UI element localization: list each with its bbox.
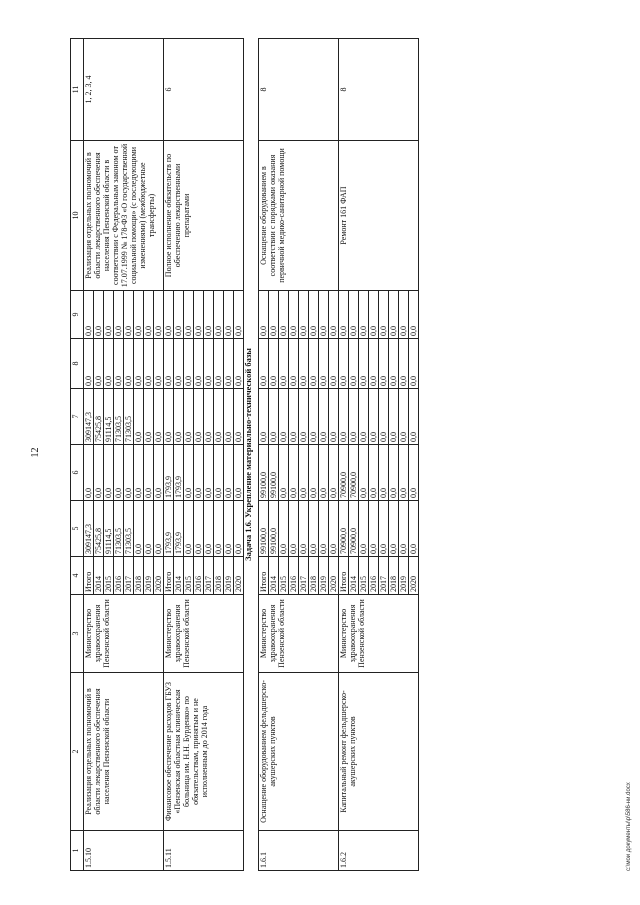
year-cell: 2018 — [214, 557, 224, 595]
goal-link: 8 — [259, 39, 339, 141]
amount-local: 0,0 — [289, 339, 299, 389]
year-cell: 2016 — [194, 557, 204, 595]
goal-link: 1, 2, 3, 4 — [84, 39, 164, 141]
amount-local: 0,0 — [359, 339, 369, 389]
amount-total: 0,0 — [194, 501, 204, 557]
measure-name: Оснащение оборудованием фельдшерско-акушерских пунктов — [259, 673, 339, 831]
amount-extra: 0,0 — [369, 291, 379, 339]
amount-federal: 0,0 — [309, 445, 319, 501]
amount-local: 0,0 — [214, 339, 224, 389]
year-cell: 2015 — [104, 557, 114, 595]
header-cell: 3 — [71, 595, 84, 673]
amount-local: 0,0 — [309, 339, 319, 389]
year-cell: Итого — [164, 557, 174, 595]
amount-local: 0,0 — [184, 339, 194, 389]
amount-regional: 0,0 — [289, 389, 299, 445]
amount-total: 0,0 — [214, 501, 224, 557]
amount-local: 0,0 — [279, 339, 289, 389]
amount-federal: 0,0 — [379, 445, 389, 501]
amount-local: 0,0 — [369, 339, 379, 389]
amount-total: 0,0 — [134, 501, 144, 557]
header-cell: 6 — [71, 445, 84, 501]
amount-extra: 0,0 — [124, 291, 134, 339]
amount-regional: 0,0 — [399, 389, 409, 445]
table-row — [339, 39, 349, 871]
table-row — [164, 39, 174, 871]
amount-total: 70900,0 — [339, 501, 349, 557]
goal-link: 6 — [164, 39, 244, 141]
year-cell: 2019 — [144, 557, 154, 595]
amount-extra: 0,0 — [399, 291, 409, 339]
amount-extra: 0,0 — [329, 291, 339, 339]
amount-extra: 0,0 — [204, 291, 214, 339]
amount-extra: 0,0 — [409, 291, 419, 339]
amount-total: 0,0 — [204, 501, 214, 557]
amount-extra: 0,0 — [234, 291, 244, 339]
amount-federal: 70900,0 — [349, 445, 359, 501]
amount-regional: 0,0 — [309, 389, 319, 445]
amount-federal: 0,0 — [154, 445, 164, 501]
amount-extra: 0,0 — [349, 291, 359, 339]
amount-federal: 0,0 — [389, 445, 399, 501]
amount-local: 0,0 — [299, 339, 309, 389]
amount-extra: 0,0 — [194, 291, 204, 339]
amount-federal: 70900,0 — [339, 445, 349, 501]
amount-total: 0,0 — [234, 501, 244, 557]
header-cell: 2 — [71, 673, 84, 831]
executor: Министерство здравоохранения Пензенской области — [84, 595, 164, 673]
amount-extra: 0,0 — [389, 291, 399, 339]
header-cell: 7 — [71, 389, 84, 445]
amount-extra: 0,0 — [134, 291, 144, 339]
amount-federal: 0,0 — [114, 445, 124, 501]
amount-total: 0,0 — [309, 501, 319, 557]
measure-number: 1.5.10 — [84, 831, 164, 871]
amount-local: 0,0 — [234, 339, 244, 389]
goal-link: 8 — [339, 39, 419, 141]
year-cell: Итого — [339, 557, 349, 595]
year-cell: 2017 — [124, 557, 134, 595]
amount-local: 0,0 — [204, 339, 214, 389]
amount-extra: 0,0 — [224, 291, 234, 339]
program-table — [70, 38, 419, 871]
year-cell: 2014 — [269, 557, 279, 595]
table-row — [259, 39, 269, 871]
year-cell: 2019 — [224, 557, 234, 595]
amount-federal: 0,0 — [134, 445, 144, 501]
amount-total: 91114,5 — [104, 501, 114, 557]
amount-federal: 0,0 — [184, 445, 194, 501]
year-cell: 2017 — [299, 557, 309, 595]
header-cell: 5 — [71, 501, 84, 557]
header-cell: 10 — [71, 141, 84, 291]
year-cell: 2020 — [409, 557, 419, 595]
amount-extra: 0,0 — [379, 291, 389, 339]
year-cell: 2016 — [114, 557, 124, 595]
amount-regional: 0,0 — [184, 389, 194, 445]
year-cell: 2015 — [184, 557, 194, 595]
amount-extra: 0,0 — [164, 291, 174, 339]
year-cell: 2019 — [319, 557, 329, 595]
measure-number: 1.6.2 — [339, 831, 419, 871]
amount-regional: 0,0 — [134, 389, 144, 445]
year-cell: 2019 — [399, 557, 409, 595]
amount-regional: 71303,5 — [114, 389, 124, 445]
amount-total: 0,0 — [319, 501, 329, 557]
amount-regional: 0,0 — [359, 389, 369, 445]
amount-total: 71303,5 — [124, 501, 134, 557]
amount-local: 0,0 — [349, 339, 359, 389]
amount-regional: 0,0 — [154, 389, 164, 445]
amount-regional: 0,0 — [389, 389, 399, 445]
amount-regional: 0,0 — [214, 389, 224, 445]
amount-regional: 71303,5 — [124, 389, 134, 445]
year-cell: 2020 — [154, 557, 164, 595]
amount-extra: 0,0 — [84, 291, 94, 339]
page-number: 12 — [30, 447, 41, 458]
amount-regional: 0,0 — [279, 389, 289, 445]
amount-extra: 0,0 — [114, 291, 124, 339]
year-cell: Итого — [259, 557, 269, 595]
amount-total: 0,0 — [279, 501, 289, 557]
amount-local: 0,0 — [379, 339, 389, 389]
amount-local: 0,0 — [104, 339, 114, 389]
amount-federal: 0,0 — [359, 445, 369, 501]
measure-number: 1.5.11 — [164, 831, 244, 871]
year-cell: 2015 — [279, 557, 289, 595]
amount-regional: 0,0 — [204, 389, 214, 445]
header-cell: 8 — [71, 339, 84, 389]
year-cell: 2016 — [369, 557, 379, 595]
amount-federal: 0,0 — [84, 445, 94, 501]
measure-number: 1.6.1 — [259, 831, 339, 871]
file-path-footer: c:\мои документы\p\586-ни.docx — [626, 782, 632, 871]
amount-total: 309147,3 — [84, 501, 94, 557]
amount-local: 0,0 — [329, 339, 339, 389]
amount-local: 0,0 — [94, 339, 104, 389]
amount-extra: 0,0 — [359, 291, 369, 339]
year-cell: 2014 — [174, 557, 184, 595]
task-heading-row — [244, 39, 259, 871]
amount-extra: 0,0 — [269, 291, 279, 339]
amount-regional: 0,0 — [409, 389, 419, 445]
amount-federal: 99100,0 — [269, 445, 279, 501]
header-cell: 11 — [71, 39, 84, 141]
amount-local: 0,0 — [124, 339, 134, 389]
amount-federal: 0,0 — [144, 445, 154, 501]
executor: Министерство здравоохранения Пензенской области — [164, 595, 244, 673]
amount-federal: 0,0 — [289, 445, 299, 501]
amount-regional: 0,0 — [319, 389, 329, 445]
amount-federal: 0,0 — [399, 445, 409, 501]
amount-total: 1793,9 — [164, 501, 174, 557]
amount-local: 0,0 — [164, 339, 174, 389]
amount-regional: 309147,3 — [84, 389, 94, 445]
amount-extra: 0,0 — [174, 291, 184, 339]
amount-regional: 0,0 — [164, 389, 174, 445]
amount-local: 0,0 — [319, 339, 329, 389]
amount-regional: 75425,8 — [94, 389, 104, 445]
amount-federal: 0,0 — [204, 445, 214, 501]
amount-regional: 0,0 — [349, 389, 359, 445]
header-cell: 1 — [71, 831, 84, 871]
year-cell: Итого — [84, 557, 94, 595]
amount-federal: 0,0 — [124, 445, 134, 501]
amount-regional: 0,0 — [379, 389, 389, 445]
amount-extra: 0,0 — [339, 291, 349, 339]
expected-result: Оснащение оборудованием в соответствии с порядками оказания первичной медико-санитарной помощи — [259, 141, 339, 291]
amount-local: 0,0 — [114, 339, 124, 389]
amount-extra: 0,0 — [104, 291, 114, 339]
header-cell: 4 — [71, 557, 84, 595]
year-cell: 2020 — [329, 557, 339, 595]
amount-local: 0,0 — [174, 339, 184, 389]
amount-local: 0,0 — [259, 339, 269, 389]
amount-regional: 91114,5 — [104, 389, 114, 445]
measure-name: Капитальный ремонт фельдшерско-акушерских пунктов — [339, 673, 419, 831]
amount-federal: 1793,9 — [174, 445, 184, 501]
amount-federal: 0,0 — [329, 445, 339, 501]
amount-local: 0,0 — [339, 339, 349, 389]
amount-regional: 0,0 — [144, 389, 154, 445]
amount-local: 0,0 — [194, 339, 204, 389]
amount-extra: 0,0 — [144, 291, 154, 339]
header-row — [71, 39, 84, 871]
amount-total: 0,0 — [409, 501, 419, 557]
amount-federal: 0,0 — [234, 445, 244, 501]
amount-regional: 0,0 — [269, 389, 279, 445]
amount-federal: 0,0 — [369, 445, 379, 501]
table-body — [84, 39, 419, 871]
amount-total: 75425,8 — [94, 501, 104, 557]
amount-federal: 0,0 — [194, 445, 204, 501]
amount-extra: 0,0 — [299, 291, 309, 339]
expected-result: Полное исполнение обязательств по обеспечению лекарственными препаратами — [164, 141, 244, 291]
amount-federal: 0,0 — [224, 445, 234, 501]
amount-total: 0,0 — [144, 501, 154, 557]
year-cell: 2016 — [289, 557, 299, 595]
year-cell: 2015 — [359, 557, 369, 595]
amount-extra: 0,0 — [279, 291, 289, 339]
amount-total: 0,0 — [379, 501, 389, 557]
executor: Министерство здравоохранения Пензенской области — [259, 595, 339, 673]
amount-federal: 0,0 — [279, 445, 289, 501]
amount-regional: 0,0 — [194, 389, 204, 445]
amount-total: 0,0 — [184, 501, 194, 557]
year-cell: 2017 — [379, 557, 389, 595]
amount-regional: 0,0 — [234, 389, 244, 445]
amount-regional: 0,0 — [329, 389, 339, 445]
amount-federal: 0,0 — [409, 445, 419, 501]
amount-federal: 0,0 — [319, 445, 329, 501]
amount-local: 0,0 — [409, 339, 419, 389]
year-cell: 2018 — [134, 557, 144, 595]
amount-regional: 0,0 — [339, 389, 349, 445]
executor: Министерство здравоохранения Пензенской области — [339, 595, 419, 673]
amount-extra: 0,0 — [214, 291, 224, 339]
amount-federal: 99100,0 — [259, 445, 269, 501]
amount-local: 0,0 — [399, 339, 409, 389]
measure-name: Финансовое обеспечение расходов ГБУЗ «Пензенская областная клиническая больница им. Н.Н. Бурденко» по обязательствам, принятым и не исполненным до 2014 года — [164, 673, 244, 831]
amount-local: 0,0 — [134, 339, 144, 389]
amount-federal: 0,0 — [104, 445, 114, 501]
amount-local: 0,0 — [224, 339, 234, 389]
amount-total: 71303,5 — [114, 501, 124, 557]
amount-total: 0,0 — [329, 501, 339, 557]
year-cell: 2018 — [389, 557, 399, 595]
amount-regional: 0,0 — [299, 389, 309, 445]
amount-federal: 1793,9 — [164, 445, 174, 501]
amount-local: 0,0 — [389, 339, 399, 389]
measure-name: Реализация отдельных полномочий в области лекарственного обеспечения населения Пензенской области — [84, 673, 164, 831]
amount-total: 0,0 — [399, 501, 409, 557]
amount-local: 0,0 — [269, 339, 279, 389]
amount-total: 1793,9 — [174, 501, 184, 557]
year-cell: 2017 — [204, 557, 214, 595]
amount-total: 0,0 — [389, 501, 399, 557]
amount-extra: 0,0 — [184, 291, 194, 339]
amount-extra: 0,0 — [319, 291, 329, 339]
amount-total: 0,0 — [359, 501, 369, 557]
amount-total: 0,0 — [224, 501, 234, 557]
amount-total: 0,0 — [289, 501, 299, 557]
amount-local: 0,0 — [154, 339, 164, 389]
amount-total: 99100,0 — [259, 501, 269, 557]
amount-extra: 0,0 — [289, 291, 299, 339]
year-cell: 2018 — [309, 557, 319, 595]
amount-federal: 0,0 — [214, 445, 224, 501]
amount-total: 0,0 — [154, 501, 164, 557]
amount-local: 0,0 — [84, 339, 94, 389]
table-row — [84, 39, 94, 871]
year-cell: 2020 — [234, 557, 244, 595]
year-cell: 2014 — [94, 557, 104, 595]
amount-extra: 0,0 — [309, 291, 319, 339]
header-cell: 9 — [71, 291, 84, 339]
amount-federal: 0,0 — [94, 445, 104, 501]
amount-total: 70900,0 — [349, 501, 359, 557]
amount-extra: 0,0 — [154, 291, 164, 339]
amount-extra: 0,0 — [94, 291, 104, 339]
amount-total: 99100,0 — [269, 501, 279, 557]
expected-result: Ремонт 161 ФАП — [339, 141, 419, 291]
amount-regional: 0,0 — [259, 389, 269, 445]
amount-local: 0,0 — [144, 339, 154, 389]
amount-extra: 0,0 — [259, 291, 269, 339]
task-heading: Задача 1.6. Укрепление материально-технической базы — [244, 39, 259, 871]
amount-regional: 0,0 — [369, 389, 379, 445]
amount-regional: 0,0 — [224, 389, 234, 445]
expected-result: Реализация отдельных полномочий в области лекарственного обеспечения населения Пензенской области в соответствии с Федеральным законом от 17.07.1999 № 178-ФЗ «О государственной социальной помощи» (с последующими изменениями) (межбюджетные трансферты) — [84, 141, 164, 291]
year-cell: 2014 — [349, 557, 359, 595]
amount-regional: 0,0 — [174, 389, 184, 445]
amount-total: 0,0 — [299, 501, 309, 557]
amount-total: 0,0 — [369, 501, 379, 557]
amount-federal: 0,0 — [299, 445, 309, 501]
